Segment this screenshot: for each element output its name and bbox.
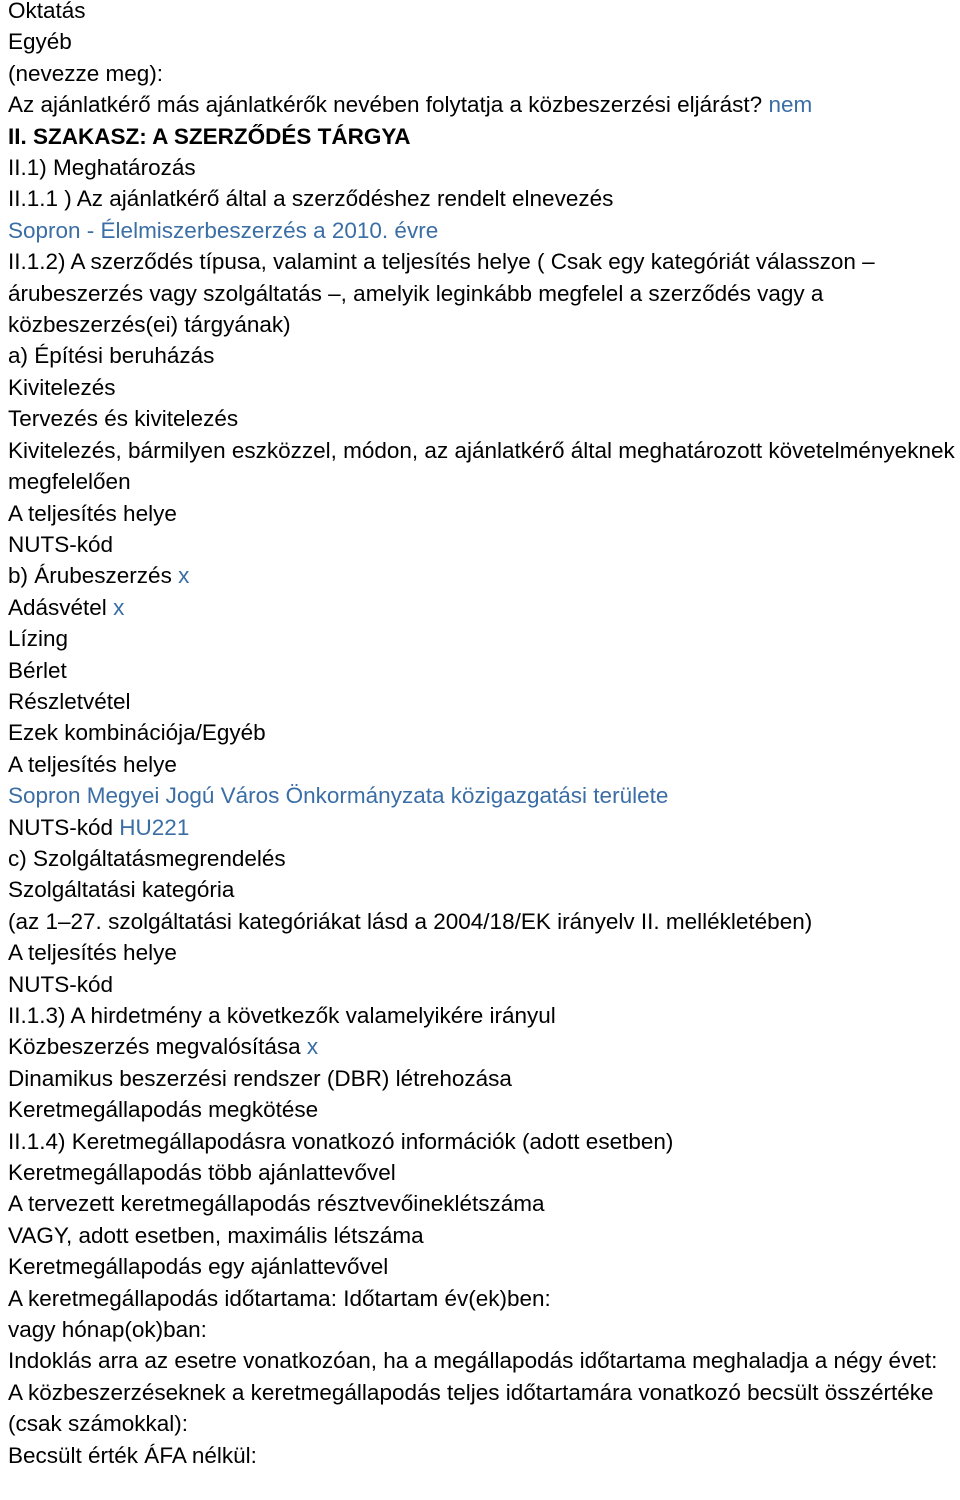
line-label: vagy hónap(ok)ban: <box>8 1317 207 1343</box>
document-line <box>8 435 956 498</box>
document-line <box>8 1126 956 1157</box>
line-value: Sopron - Élelmiszerbeszerzés a 2010. évre <box>8 217 439 243</box>
document-line <box>8 937 956 968</box>
line-label: II.1.3) A hirdetmény a következők valamelyikére irányul <box>8 1003 556 1028</box>
document-line <box>8 183 956 214</box>
line-label: b) Árubeszerzés <box>8 563 172 589</box>
document-line <box>8 1094 956 1125</box>
line-label: c) Szolgáltatásmegrendelés <box>8 845 286 871</box>
document-line <box>8 655 956 686</box>
document-line <box>8 623 956 654</box>
line-label: Ezek kombinációja/Egyéb <box>8 720 266 746</box>
document-line <box>8 780 956 811</box>
line-label: NUTS-kód <box>8 814 114 840</box>
document-line <box>8 1000 956 1031</box>
line-label: Keretmegállapodás több ajánlattevővel <box>8 1160 396 1186</box>
document-line <box>8 340 956 371</box>
document-line <box>8 1377 956 1440</box>
line-label: A tervezett keretmegállapodás résztvevőineklétszáma <box>8 1191 545 1217</box>
line-label: A közbeszerzéseknek a keretmegállapodás teljes időtartamára vonatkozó becsült összértéke (csak számokkal): <box>8 1379 934 1437</box>
line-label: A keretmegállapodás időtartama: Időtartam év(ek)ben: <box>8 1285 551 1311</box>
line-label: Becsült érték ÁFA nélkül: <box>8 1442 257 1468</box>
document-line <box>8 498 956 529</box>
line-label: II.1.2) A szerződés típusa, valamint a teljesítés helye ( Csak egy kategóriát válasszon – árubeszerzés vagy szolgáltatás –, amelyik leginkább megfelel a szerződés vagy a közbeszerzés(ei) tárgyának) <box>8 249 875 338</box>
document-line <box>8 874 956 905</box>
document-line <box>8 560 956 591</box>
document-line <box>8 403 956 434</box>
line-label: VAGY, adott esetben, maximális létszáma <box>8 1222 424 1248</box>
document-line <box>8 215 956 246</box>
line-label: Bérlet <box>8 657 67 683</box>
line-label: NUTS-kód <box>8 531 114 557</box>
line-label: II.1) Meghatározás <box>8 155 196 181</box>
line-value: nem <box>768 92 813 118</box>
document-line <box>8 372 956 403</box>
line-label: A teljesítés helye <box>8 940 177 966</box>
document-line <box>8 969 956 1000</box>
document-line <box>8 686 956 717</box>
line-label: II. SZAKASZ: A SZERZŐDÉS TÁRGYA <box>8 123 411 149</box>
line-label: a) Építési beruházás <box>8 343 215 369</box>
line-label: Lízing <box>8 626 69 652</box>
document-line <box>8 1440 956 1471</box>
document-line <box>8 1283 956 1314</box>
document-line <box>8 1031 956 1062</box>
line-label: Adásvétel <box>8 594 107 620</box>
document-line <box>8 906 956 937</box>
document-line <box>8 26 956 57</box>
line-label: (nevezze meg): <box>8 60 164 86</box>
line-label: Keretmegállapodás egy ajánlattevővel <box>8 1254 389 1280</box>
line-label: Kivitelezés <box>8 374 116 400</box>
document-line <box>8 1251 956 1282</box>
document-line <box>8 812 956 843</box>
document-line <box>8 1345 956 1376</box>
document-line <box>8 58 956 89</box>
line-label: Keretmegállapodás megkötése <box>8 1097 319 1123</box>
line-label: Tervezés és kivitelezés <box>8 406 239 432</box>
line-label: NUTS-kód <box>8 971 114 997</box>
line-label: Szolgáltatási kategória <box>8 877 235 903</box>
document-line <box>8 152 956 183</box>
document-line <box>8 1063 956 1094</box>
document-line <box>8 717 956 748</box>
document-line <box>8 246 956 340</box>
document-line <box>8 1314 956 1345</box>
document-line <box>8 89 956 120</box>
document-line <box>8 843 956 874</box>
line-value: x <box>178 563 190 589</box>
section-heading <box>8 121 956 152</box>
line-label: Részletvétel <box>8 688 131 714</box>
line-label: A teljesítés helye <box>8 500 177 526</box>
line-label: Dinamikus beszerzési rendszer (DBR) létrehozása <box>8 1065 512 1091</box>
line-label: Indoklás arra az esetre vonatkozóan, ha a megállapodás időtartama meghaladja a négy évet: <box>8 1348 938 1374</box>
line-label: Az ajánlatkérő más ajánlatkérők nevében folytatja a közbeszerzési eljárást? <box>8 92 763 118</box>
line-label: Egyéb <box>8 29 72 55</box>
document-line <box>8 1188 956 1219</box>
line-label: (az 1–27. szolgáltatási kategóriákat lásd a 2004/18/EK irányelv II. mellékletében) <box>8 908 813 934</box>
document-body <box>8 0 956 1471</box>
document-line <box>8 0 956 26</box>
line-label: Kivitelezés, bármilyen eszközzel, módon, az ajánlatkérő által meghatározott követelményeknek megfelelően <box>8 437 955 495</box>
document-line <box>8 529 956 560</box>
line-label: II.1.1 ) Az ajánlatkérő által a szerződéshez rendelt elnevezés <box>8 186 614 212</box>
line-label: II.1.4) Keretmegállapodásra vonatkozó információk (adott esetben) <box>8 1128 674 1154</box>
line-label: A teljesítés helye <box>8 751 177 777</box>
document-line <box>8 749 956 780</box>
line-label: Oktatás <box>8 0 86 23</box>
document-line <box>8 1157 956 1188</box>
line-value: HU221 <box>119 814 190 840</box>
line-value: x <box>306 1034 319 1060</box>
document-line <box>8 592 956 623</box>
line-value: Sopron Megyei Jogú Város Önkormányzata közigazgatási területe <box>8 783 669 809</box>
document-line <box>8 1220 956 1251</box>
line-value: x <box>113 594 125 620</box>
line-label: Közbeszerzés megvalósítása <box>8 1034 301 1060</box>
